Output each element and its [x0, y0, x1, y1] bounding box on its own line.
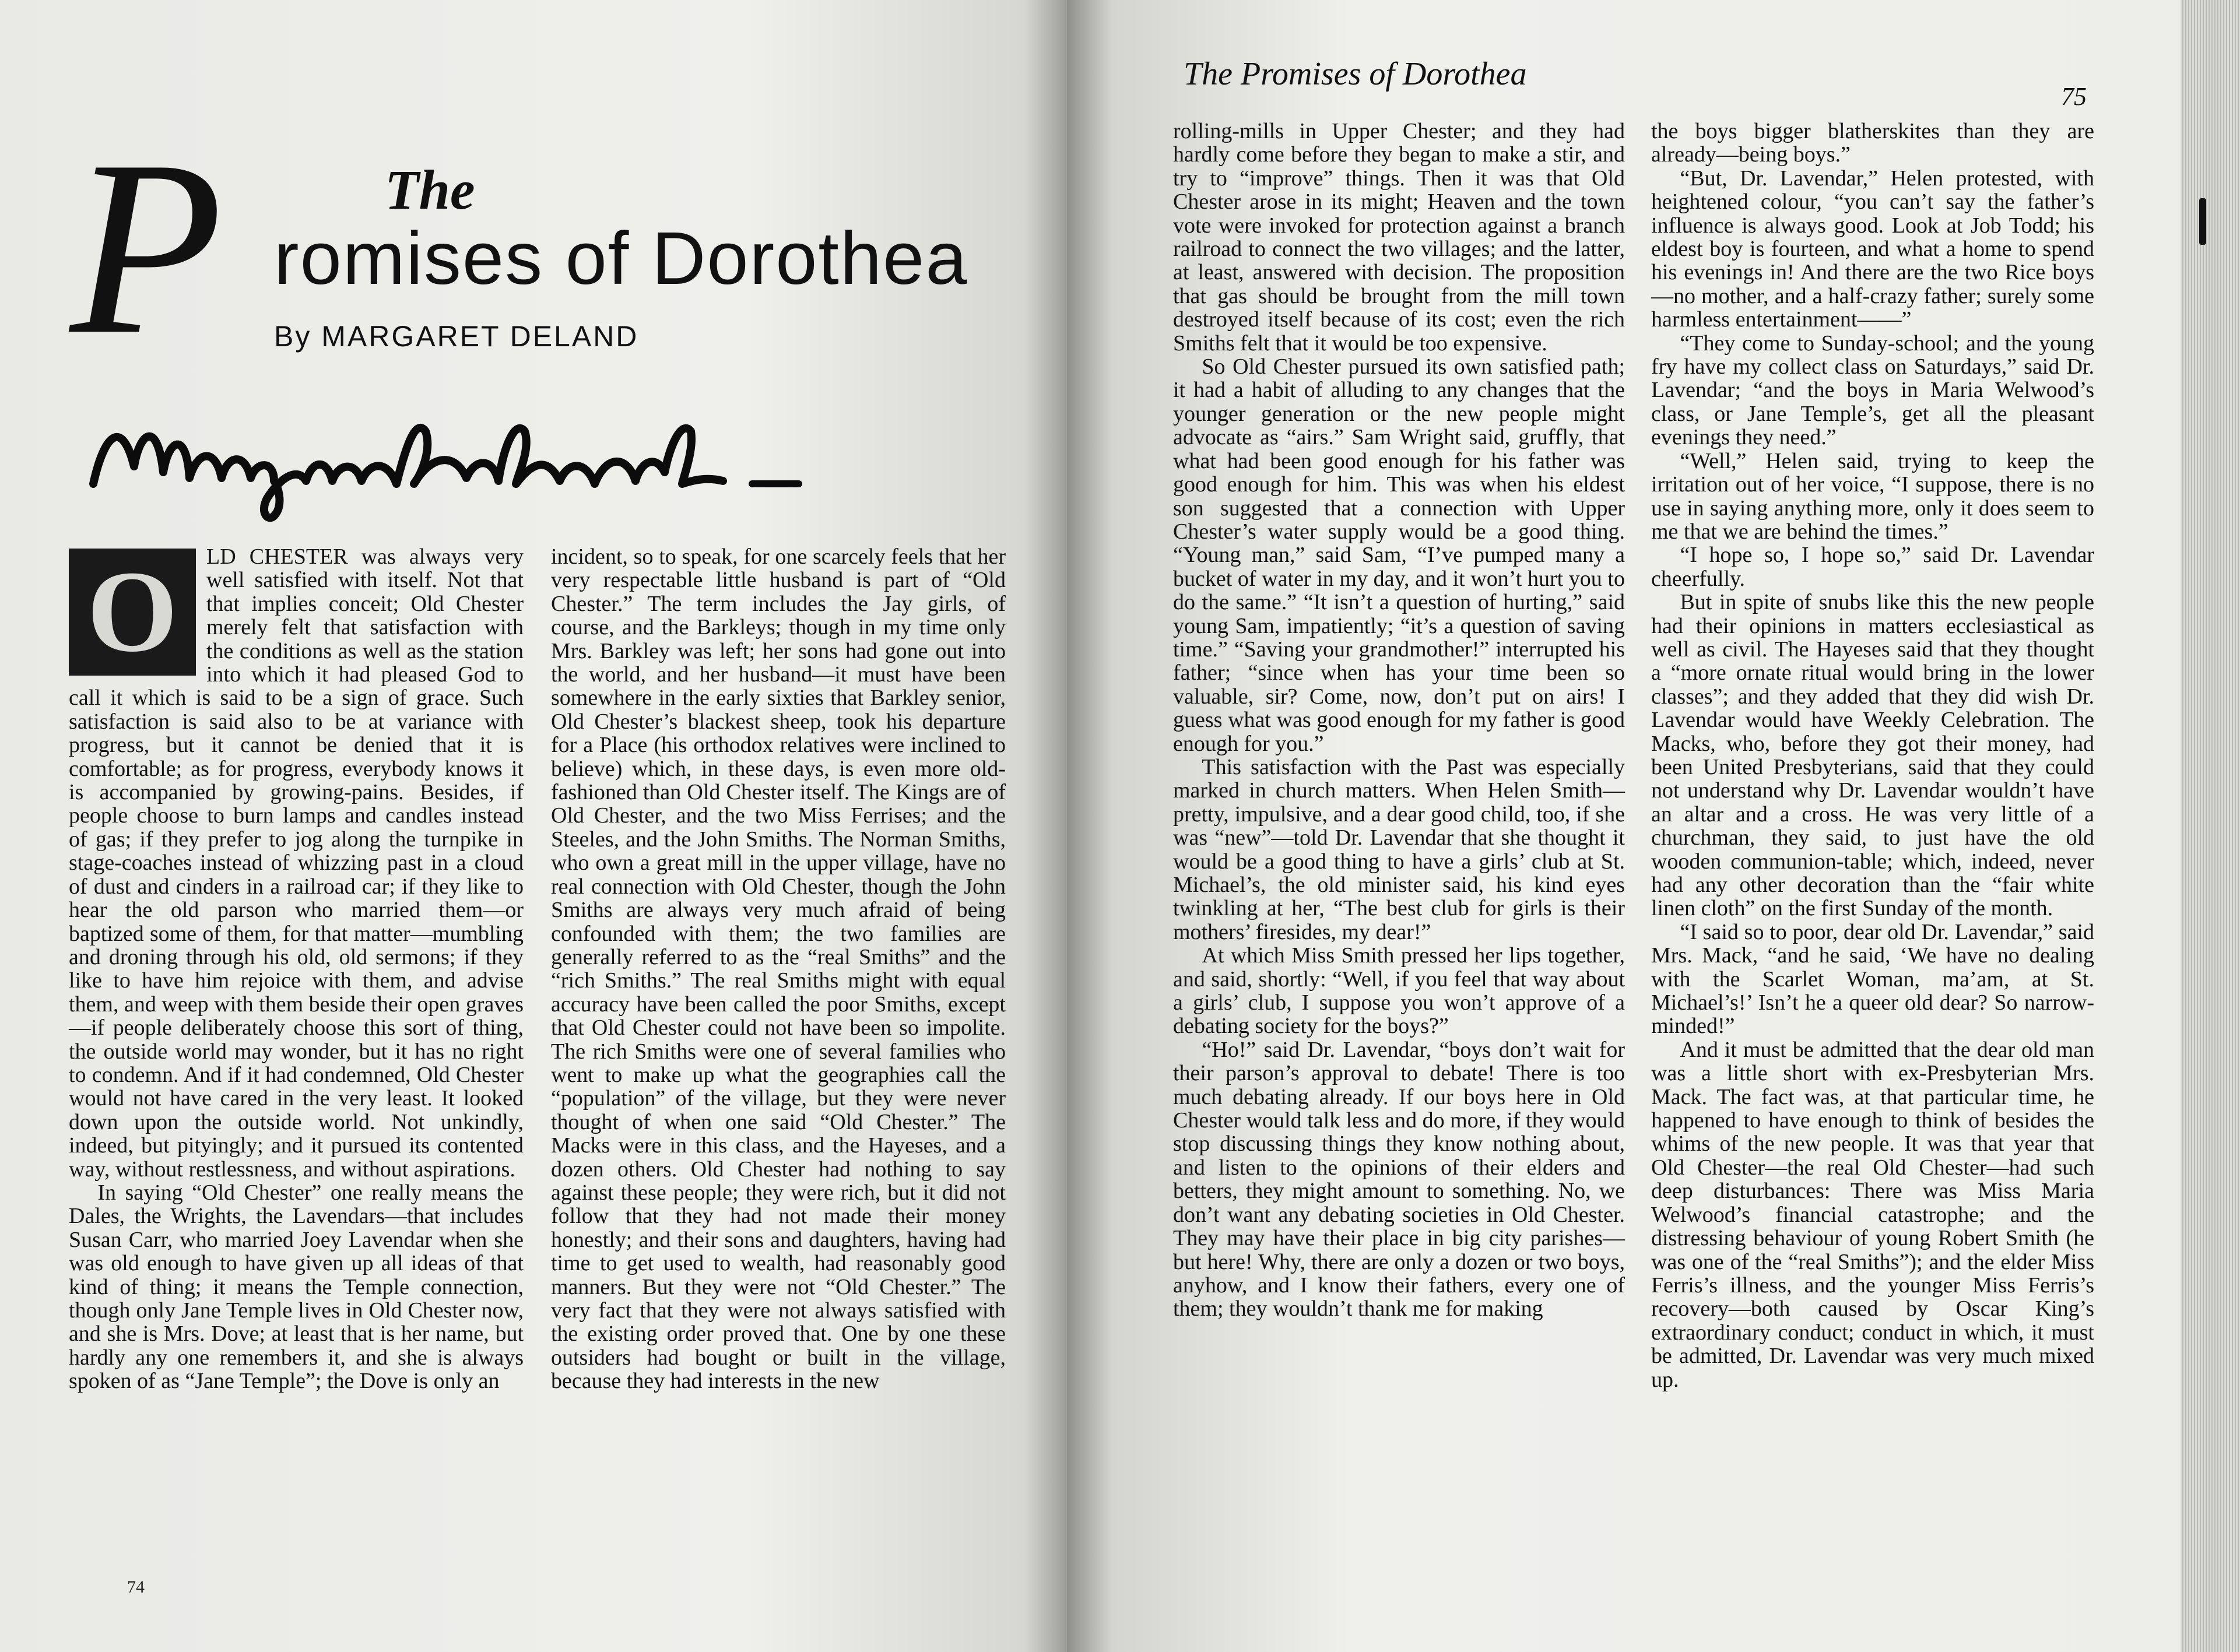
paragraph: “Ho!” said Dr. Lavendar, “boys don’t wait for their parson’s approval to debate! There is too much debating already. If our boys here in Old Chester would talk less and do more, if they would stop discussing things they know nothing about, and listen to the opinions of their elders and betters, they might amount to something. No, we don’t want any debating societies in Old Chester. They may have their place in big city parishes—but here! Why, there are only a dozen or two boys, anyhow, and I know their fathers, every one of them; they wouldn’t thank me for making: [1173, 1037, 1625, 1321]
page-edges: [2181, 0, 2240, 1652]
title-rest: romises of Dorothea: [274, 217, 968, 300]
paragraph: “I hope so, I hope so,” said Dr. Lavendar cheerfully.: [1651, 543, 2094, 591]
right-page-number: 75: [2061, 82, 2087, 111]
left-page: [0, 0, 1067, 1652]
paragraph: “Well,” Helen said, trying to keep the irritation out of her voice, “I suppose, there is no use in saying anything more, only it does seem to me that we are behind the times.”: [1651, 448, 2094, 544]
title-the: The: [385, 159, 475, 221]
drop-cap: O: [69, 549, 196, 676]
column-2: [551, 545, 1006, 1393]
paragraph: “But, Dr. Lavendar,” Helen protested, with heightened colour, “you can’t say the father’s influence is always good. Look at Job Todd; his eldest boy is fourteen, and what a home to spend his evenings in! And there are the two Rice boys—no mother, and a half-crazy father; surely some harmless entertainment——”: [1651, 166, 2094, 332]
column-4: [1651, 119, 2094, 1391]
paragraph: And it must be admitted that the dear old man was a little short with ex-Presbyterian Mrs. Mack. The fact was, at that particular time, he happened to have enough to think of besides the whims of the new people. It was that year that Old Chester—the real Old Chester—had such deep disturbances: There was Miss Maria Welwood’s financial catastrophe; and the distressing behaviour of young Robert Smith (he was one of the “real Smiths”); and the elder Miss Ferris’s illness, and the younger Miss Ferris’s recovery—both caused by Oscar King’s extraordinary conduct; conduct in which, it must be admitted, Dr. Lavendar was very much mixed up.: [1651, 1037, 2094, 1392]
left-page-number: 74: [127, 1577, 145, 1597]
paragraph: incident, so to speak, for one scarcely feels that her very respectable little husband is part of “Old Chester.” The term includes the Jay girls, of course, and the Barkleys; though in my time only Mrs. Barkley was left; her sons had gone out into the world, and her husband—it must have been somewhere in the early sixties that Barkley senior, Old Chester’s blackest sheep, took his departure for a Place (his orthodox relatives were inclined to believe) which, in these days, is even more old-fashioned than Old Chester itself. The Kings are of Old Chester, and the two Miss Ferrises; and the Steeles, and the John Smiths. The Norman Smiths, who own a great mill in the upper village, have no real connection with Old Chester, though the John Smiths are always very much afraid of being confounded with them; the two families are generally referred to as the “real Smiths” and the “rich Smiths.” The real Smiths might with equal accuracy have been called the poor Smiths, except that Old Chester could not have been so impolite. The rich Smiths were one of several families who went to make up what the geographies call the “population” of the village, but they were never thought of when one said “Old Chester.” The Macks were in this class, and the Hayeses, and a dozen others. Old Chester had nothing to say against these people; they were rich, but it did not follow that they had not made their money honestly; and their sons and daughters, having had time to get used to wealth, had reasonably good manners. But they were not “Old Chester.” The very fact that they were not always satisfied with the existing order proved that. One by one these outsiders had bought or built in the village, because they had interests in the new: [551, 544, 1006, 1394]
paragraph: “They come to Sunday-school; and the young fry have my collect class on Saturdays,” said Dr. Lavendar; “and the boys in Maria Welwood’s class, or Jane Temple’s, get all the pleasant evenings they need.”: [1651, 331, 2094, 450]
paragraph: At which Miss Smith pressed her lips together, and said, shortly: “Well, if you feel that way about a girls’ club, I suppose you won’t approve of a debating society for the boys?”: [1173, 943, 1625, 1039]
paragraph: “I said so to poor, dear old Dr. Lavendar,” said Mrs. Mack, “and he said, ‘We have no dealing with the Scarlet Woman, ma’am, at St. Michael’s!’ Isn’t he a queer old dear? So narrow-minded!”: [1651, 919, 2094, 1039]
paragraph: This satisfaction with the Past was especially marked in church matters. When Helen Smith—pretty, impulsive, and a dear good child, too, if she was “new”—told Dr. Lavendar that she thought it would be a good thing to have a girls’ club at St. Michael’s, the old minister said, his kind eyes twinkling at her, “The best club for girls is their mothers’ firesides, my dear!”: [1173, 754, 1625, 944]
byline: By MARGARET DELAND: [274, 320, 639, 353]
paragraph: But in spite of snubs like this the new people had their opinions in matters ecclesiastical as well as civil. The Hayeses said that they thought a “more ornate ritual would bring in the lower classes”; and they added that they did wish Dr. Lavendar would have Weekly Celebration. The Macks, who, before they got their money, had been United Presbyterians, said that they could not understand why Dr. Lavendar wouldn’t have an altar and a cross. He was very little of a churchman, they said, to just have the old wooden communion-table; which, indeed, never had any other decoration than the “fair white linen cloth” on the first Sunday of the month.: [1651, 590, 2094, 921]
paragraph: the boys bigger blatherskites than they are already—being boys.”: [1651, 119, 2094, 167]
author-signature: [82, 396, 840, 525]
running-head: The Promises of Dorothea: [1184, 56, 1527, 92]
column-1: [69, 545, 524, 1393]
title-initial: P: [70, 109, 223, 386]
paragraph: So Old Chester pursued its own satisfied path; it had a habit of alluding to any changes that the younger generation or the new people might advocate as “airs.” Sam Wright said, gruffly, that what had been good enough for his father was good enough for him. This was when his eldest son suggested that a connection with Upper Chester’s water supply would be a good thing. “Young man,” said Sam, “I’ve pumped many a bucket of water in my day, and it won’t hurt you to do the same.” “It isn’t a question of hurting,” said young Sam, impatiently; “it’s a question of saving time.” “Saving your grandmother!” interrupted his father; “since when has your time been so valuable, sir? Come, now, don’t put on airs! I guess what was good enough for my father is good enough for you.”: [1173, 354, 1625, 756]
paragraph: LD CHESTER was always very well satisfied with itself. Not that that implies conceit; Old Chester merely felt that satisfaction with the conditions as well as the station into which it had pleased God to call it which is said to be a sign of grace. Such satisfaction is said also to be at variance with progress, but it cannot be denied that it is comfortable; as for progress, everybody knows it is accompanied by growing-pains. Besides, if people choose to burn lamps and candles instead of gas; if they prefer to jog along the turnpike in stage-coaches instead of whizzing past in a cloud of dust and cinders in a railroad car; if they like to hear the old parson who married them—or baptized some of them, for that matter—mumbling and droning through his old, old sermons; if they like to have him rejoice with them, and advise them, and weep with them beside their open graves—if people deliberately choose this sort of thing, the outside world may wonder, but it has no right to condemn. And if it had condemned, Old Chester would not have cared in the very least. It looked down upon the outside world. Not unkindly, indeed, but pityingly; and it pursued its contented way, without restlessness, and without aspirations.: [69, 544, 524, 1182]
paragraph: In saying “Old Chester” one really means the Dales, the Wrights, the Lavendars—that includes Susan Carr, who married Joey Lavendar when she was old enough to have given up all ideas of that kind of thing; it means the Temple connection, though only Jane Temple lives in Old Chester now, and she is Mrs. Dove; at least that is her name, but hardly any one remembers it, and she is always spoken of as “Jane Temple”; the Dove is only an: [69, 1180, 524, 1394]
column-3: [1173, 119, 1625, 1321]
edge-mark: [2199, 198, 2206, 245]
paragraph: rolling-mills in Upper Chester; and they had hardly come before they began to make a stir, and try to “improve” things. Then it was that Old Chester arose in its might; Heaven and the town vote were invoked for protection against a branch railroad to connect the two villages; and the latter, at least, answered with decision. The proposition that gas should be brought from the mill town destroyed itself because of its cost; even the rich Smiths felt that it would be too expensive.: [1173, 119, 1625, 356]
